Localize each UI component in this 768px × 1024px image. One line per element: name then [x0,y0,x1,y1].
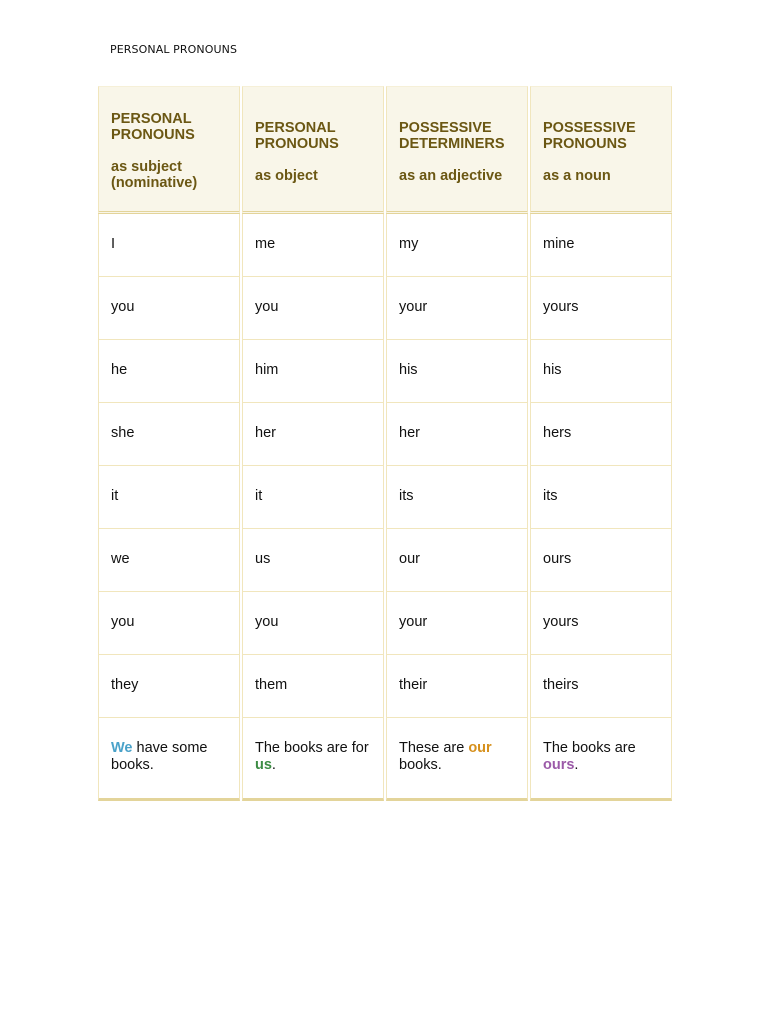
table-cell: you [242,592,384,655]
header-title: POSSESSIVE PRONOUNS [543,120,636,152]
pronouns-table [96,86,674,801]
table-cell: my [386,214,528,277]
table-cell: theirs [530,655,672,718]
table-cell: they [98,655,240,718]
example-cell [530,718,672,801]
table-cell: your [386,277,528,340]
table-cell: you [98,592,240,655]
table-row [98,655,672,718]
header-cell-possessive [530,86,672,214]
table-cell: his [530,340,672,403]
example-highlight: ours [543,757,575,773]
table-row [98,277,672,340]
table-cell: it [242,466,384,529]
table-cell: their [386,655,528,718]
table-cell: she [98,403,240,466]
example-row [98,718,672,801]
table-row [98,214,672,277]
header-subtitle: as an adjective [399,168,503,184]
table-cell: its [530,466,672,529]
example-text-before: The books are [543,740,636,756]
header-cell-determiner [386,86,528,214]
table-cell: his [386,340,528,403]
example-text-after: have some books. [111,740,208,773]
table-cell: us [242,529,384,592]
table-cell: hers [530,403,672,466]
header-subtitle: as a noun [543,168,611,184]
table-cell: you [242,277,384,340]
header-title: POSSESSIVE DETERMINERS [399,120,505,152]
header-subtitle: as subject (nominative) [111,159,198,191]
table-cell: it [98,466,240,529]
table-row [98,529,672,592]
document-title: PERSONAL PRONOUNS [110,43,238,56]
example-text-before: These are [399,740,469,756]
table-row [98,403,672,466]
example-text-after: . [574,757,579,773]
header-title: PERSONAL PRONOUNS [255,120,339,152]
table-cell: we [98,529,240,592]
table-cell: yours [530,277,672,340]
table-cell: ours [530,529,672,592]
table-row [98,340,672,403]
table-cell: I [98,214,240,277]
table-cell: her [386,403,528,466]
table-cell: our [386,529,528,592]
table-cell: her [242,403,384,466]
table-cell: mine [530,214,672,277]
example-highlight: We [111,740,133,756]
table-cell: yours [530,592,672,655]
table-cell: your [386,592,528,655]
header-cell-subject [98,86,240,214]
table-cell: you [98,277,240,340]
example-cell [98,718,240,801]
table-cell: me [242,214,384,277]
header-subtitle: as object [255,168,318,184]
header-row [98,86,672,214]
table-cell: its [386,466,528,529]
example-cell [386,718,528,801]
example-text-after: . [271,757,276,773]
table-cell: them [242,655,384,718]
table-cell: he [98,340,240,403]
example-highlight: us [255,757,272,773]
table-row [98,466,672,529]
header-title: PERSONAL PRONOUNS [111,111,195,143]
table-cell: him [242,340,384,403]
table-row [98,592,672,655]
header-cell-object [242,86,384,214]
example-text-after: books. [399,757,442,773]
example-cell [242,718,384,801]
example-highlight: our [468,740,492,756]
example-text-before: The books are for [255,740,369,756]
